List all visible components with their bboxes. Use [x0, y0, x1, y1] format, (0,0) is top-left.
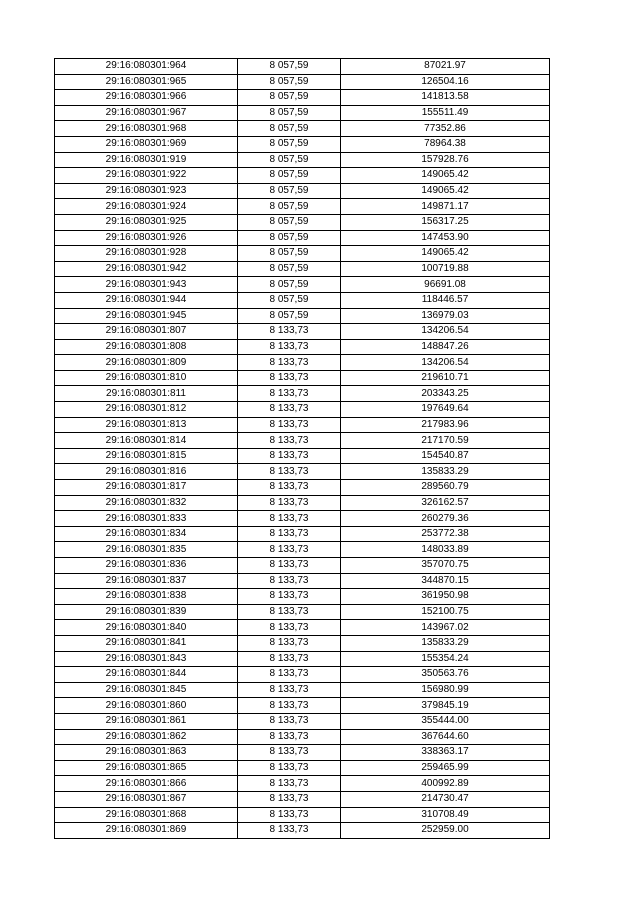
rate-cell: 8 133,73 — [238, 635, 341, 651]
rate-cell: 8 057,59 — [238, 261, 341, 277]
rate-cell: 8 133,73 — [238, 402, 341, 418]
cadastral-number-cell: 29:16:080301:845 — [55, 682, 238, 698]
cadastral-number-cell: 29:16:080301:861 — [55, 713, 238, 729]
rate-cell: 8 133,73 — [238, 511, 341, 527]
table-row — [55, 417, 550, 433]
rate-cell: 8 133,73 — [238, 760, 341, 776]
value-cell: 400992.89 — [341, 776, 550, 792]
rate-cell: 8 133,73 — [238, 713, 341, 729]
table-row — [55, 604, 550, 620]
rate-cell: 8 057,59 — [238, 246, 341, 262]
value-cell: 217983.96 — [341, 417, 550, 433]
table-row — [55, 90, 550, 106]
rate-cell: 8 057,59 — [238, 90, 341, 106]
cadastral-number-cell: 29:16:080301:841 — [55, 635, 238, 651]
cadastral-number-cell: 29:16:080301:812 — [55, 402, 238, 418]
value-cell: 252959.00 — [341, 823, 550, 839]
table-row — [55, 168, 550, 184]
rate-cell: 8 057,59 — [238, 59, 341, 75]
cadastral-number-cell: 29:16:080301:919 — [55, 152, 238, 168]
cadastral-number-cell: 29:16:080301:814 — [55, 433, 238, 449]
table-row — [55, 807, 550, 823]
table-row — [55, 620, 550, 636]
cadastral-number-cell: 29:16:080301:838 — [55, 589, 238, 605]
rate-cell: 8 057,59 — [238, 230, 341, 246]
cadastral-number-cell: 29:16:080301:833 — [55, 511, 238, 527]
rate-cell: 8 057,59 — [238, 168, 341, 184]
value-cell: 338363.17 — [341, 745, 550, 761]
table-body — [55, 59, 550, 839]
cadastral-number-cell: 29:16:080301:865 — [55, 760, 238, 776]
value-cell: 157928.76 — [341, 152, 550, 168]
rate-cell: 8 057,59 — [238, 277, 341, 293]
value-cell: 289560.79 — [341, 480, 550, 496]
cadastral-number-cell: 29:16:080301:863 — [55, 745, 238, 761]
table-row — [55, 277, 550, 293]
cadastral-number-cell: 29:16:080301:966 — [55, 90, 238, 106]
table-row — [55, 464, 550, 480]
table-row — [55, 152, 550, 168]
rate-cell: 8 133,73 — [238, 698, 341, 714]
cadastral-number-cell: 29:16:080301:840 — [55, 620, 238, 636]
cadastral-number-cell: 29:16:080301:811 — [55, 386, 238, 402]
rate-cell: 8 133,73 — [238, 417, 341, 433]
table-row — [55, 495, 550, 511]
value-cell: 217170.59 — [341, 433, 550, 449]
rate-cell: 8 057,59 — [238, 121, 341, 137]
table-row — [55, 199, 550, 215]
table-row — [55, 214, 550, 230]
cadastral-number-cell: 29:16:080301:924 — [55, 199, 238, 215]
value-cell: 355444.00 — [341, 713, 550, 729]
table-row — [55, 136, 550, 152]
rate-cell: 8 133,73 — [238, 355, 341, 371]
value-cell: 77352.86 — [341, 121, 550, 137]
rate-cell: 8 133,73 — [238, 464, 341, 480]
cadastral-number-cell: 29:16:080301:817 — [55, 480, 238, 496]
value-cell: 197649.64 — [341, 402, 550, 418]
cadastral-number-cell: 29:16:080301:809 — [55, 355, 238, 371]
cadastral-number-cell: 29:16:080301:836 — [55, 558, 238, 574]
rate-cell: 8 133,73 — [238, 589, 341, 605]
rate-cell: 8 133,73 — [238, 620, 341, 636]
table-row — [55, 339, 550, 355]
table-row — [55, 105, 550, 121]
cadastral-number-cell: 29:16:080301:808 — [55, 339, 238, 355]
table-row — [55, 511, 550, 527]
table-row — [55, 121, 550, 137]
value-cell: 87021.97 — [341, 59, 550, 75]
rate-cell: 8 133,73 — [238, 791, 341, 807]
table-row — [55, 745, 550, 761]
table-row — [55, 542, 550, 558]
table-row — [55, 776, 550, 792]
rate-cell: 8 133,73 — [238, 386, 341, 402]
table-row — [55, 292, 550, 308]
cadastral-number-cell: 29:16:080301:839 — [55, 604, 238, 620]
table-row — [55, 230, 550, 246]
cadastral-number-cell: 29:16:080301:928 — [55, 246, 238, 262]
table-row — [55, 573, 550, 589]
cadastral-number-cell: 29:16:080301:807 — [55, 324, 238, 340]
cadastral-number-cell: 29:16:080301:922 — [55, 168, 238, 184]
value-cell: 361950.98 — [341, 589, 550, 605]
table-row — [55, 433, 550, 449]
rate-cell: 8 057,59 — [238, 136, 341, 152]
value-cell: 149065.42 — [341, 246, 550, 262]
cadastral-number-cell: 29:16:080301:816 — [55, 464, 238, 480]
rate-cell: 8 133,73 — [238, 339, 341, 355]
value-cell: 136979.03 — [341, 308, 550, 324]
value-cell: 134206.54 — [341, 355, 550, 371]
value-cell: 367644.60 — [341, 729, 550, 745]
value-cell: 96691.08 — [341, 277, 550, 293]
rate-cell: 8 133,73 — [238, 526, 341, 542]
cadastral-number-cell: 29:16:080301:837 — [55, 573, 238, 589]
table-row — [55, 402, 550, 418]
rate-cell: 8 133,73 — [238, 370, 341, 386]
rate-cell: 8 133,73 — [238, 542, 341, 558]
rate-cell: 8 057,59 — [238, 199, 341, 215]
rate-cell: 8 133,73 — [238, 745, 341, 761]
rate-cell: 8 057,59 — [238, 105, 341, 121]
rate-cell: 8 057,59 — [238, 183, 341, 199]
table-row — [55, 791, 550, 807]
value-cell: 148033.89 — [341, 542, 550, 558]
cadastral-number-cell: 29:16:080301:926 — [55, 230, 238, 246]
cadastral-number-cell: 29:16:080301:968 — [55, 121, 238, 137]
value-cell: 135833.29 — [341, 464, 550, 480]
cadastral-number-cell: 29:16:080301:942 — [55, 261, 238, 277]
rate-cell: 8 133,73 — [238, 776, 341, 792]
cadastral-number-cell: 29:16:080301:925 — [55, 214, 238, 230]
cadastral-number-cell: 29:16:080301:834 — [55, 526, 238, 542]
rate-cell: 8 057,59 — [238, 214, 341, 230]
table-row — [55, 59, 550, 75]
value-cell: 134206.54 — [341, 324, 550, 340]
cadastral-number-cell: 29:16:080301:923 — [55, 183, 238, 199]
cadastral-number-cell: 29:16:080301:967 — [55, 105, 238, 121]
value-cell: 310708.49 — [341, 807, 550, 823]
value-cell: 259465.99 — [341, 760, 550, 776]
cadastral-number-cell: 29:16:080301:945 — [55, 308, 238, 324]
value-cell: 78964.38 — [341, 136, 550, 152]
value-cell: 100719.88 — [341, 261, 550, 277]
value-cell: 149065.42 — [341, 168, 550, 184]
table-row — [55, 261, 550, 277]
cadastral-number-cell: 29:16:080301:868 — [55, 807, 238, 823]
rate-cell: 8 133,73 — [238, 823, 341, 839]
cadastral-number-cell: 29:16:080301:943 — [55, 277, 238, 293]
table-row — [55, 698, 550, 714]
table-row — [55, 246, 550, 262]
cadastral-number-cell: 29:16:080301:844 — [55, 667, 238, 683]
table-row — [55, 74, 550, 90]
rate-cell: 8 133,73 — [238, 324, 341, 340]
value-cell: 149065.42 — [341, 183, 550, 199]
cadastral-number-cell: 29:16:080301:860 — [55, 698, 238, 714]
value-cell: 156317.25 — [341, 214, 550, 230]
cadastral-number-cell: 29:16:080301:869 — [55, 823, 238, 839]
rate-cell: 8 133,73 — [238, 667, 341, 683]
table-row — [55, 682, 550, 698]
table-row — [55, 667, 550, 683]
rate-cell: 8 133,73 — [238, 448, 341, 464]
value-cell: 126504.16 — [341, 74, 550, 90]
cadastral-number-cell: 29:16:080301:964 — [55, 59, 238, 75]
value-cell: 260279.36 — [341, 511, 550, 527]
table-row — [55, 589, 550, 605]
rate-cell: 8 133,73 — [238, 604, 341, 620]
rate-cell: 8 133,73 — [238, 573, 341, 589]
cadastral-number-cell: 29:16:080301:866 — [55, 776, 238, 792]
rate-cell: 8 057,59 — [238, 74, 341, 90]
value-cell: 118446.57 — [341, 292, 550, 308]
table-row — [55, 651, 550, 667]
table-row — [55, 308, 550, 324]
value-cell: 253772.38 — [341, 526, 550, 542]
value-cell: 379845.19 — [341, 698, 550, 714]
rate-cell: 8 133,73 — [238, 682, 341, 698]
rate-cell: 8 133,73 — [238, 495, 341, 511]
table-row — [55, 729, 550, 745]
table-row — [55, 183, 550, 199]
cadastral-number-cell: 29:16:080301:843 — [55, 651, 238, 667]
cadastral-number-cell: 29:16:080301:965 — [55, 74, 238, 90]
table-row — [55, 635, 550, 651]
cadastral-number-cell: 29:16:080301:815 — [55, 448, 238, 464]
cadastral-number-cell: 29:16:080301:813 — [55, 417, 238, 433]
value-cell: 219610.71 — [341, 370, 550, 386]
value-cell: 155511.49 — [341, 105, 550, 121]
table-row — [55, 355, 550, 371]
cadastral-number-cell: 29:16:080301:810 — [55, 370, 238, 386]
value-cell: 154540.87 — [341, 448, 550, 464]
value-cell: 141813.58 — [341, 90, 550, 106]
value-cell: 148847.26 — [341, 339, 550, 355]
value-cell: 357070.75 — [341, 558, 550, 574]
table-row — [55, 480, 550, 496]
value-cell: 149871.17 — [341, 199, 550, 215]
value-cell: 350563.76 — [341, 667, 550, 683]
value-cell: 156980.99 — [341, 682, 550, 698]
value-cell: 344870.15 — [341, 573, 550, 589]
table-row — [55, 448, 550, 464]
rate-cell: 8 133,73 — [238, 807, 341, 823]
rate-cell: 8 057,59 — [238, 292, 341, 308]
rate-cell: 8 133,73 — [238, 651, 341, 667]
document-sheet — [54, 58, 550, 839]
value-cell: 155354.24 — [341, 651, 550, 667]
rate-cell: 8 057,59 — [238, 308, 341, 324]
cadastral-number-cell: 29:16:080301:969 — [55, 136, 238, 152]
table-row — [55, 713, 550, 729]
table-row — [55, 558, 550, 574]
rate-cell: 8 133,73 — [238, 558, 341, 574]
rate-cell: 8 133,73 — [238, 480, 341, 496]
table-row — [55, 386, 550, 402]
value-cell: 152100.75 — [341, 604, 550, 620]
value-cell: 135833.29 — [341, 635, 550, 651]
table-row — [55, 526, 550, 542]
cadastral-number-cell: 29:16:080301:832 — [55, 495, 238, 511]
value-cell: 203343.25 — [341, 386, 550, 402]
value-cell: 147453.90 — [341, 230, 550, 246]
rate-cell: 8 133,73 — [238, 433, 341, 449]
rate-cell: 8 133,73 — [238, 729, 341, 745]
cadastral-number-cell: 29:16:080301:867 — [55, 791, 238, 807]
value-cell: 326162.57 — [341, 495, 550, 511]
value-cell: 214730.47 — [341, 791, 550, 807]
value-cell: 143967.02 — [341, 620, 550, 636]
table-row — [55, 823, 550, 839]
rate-cell: 8 057,59 — [238, 152, 341, 168]
cadastral-value-table — [54, 58, 550, 839]
cadastral-number-cell: 29:16:080301:835 — [55, 542, 238, 558]
table-row — [55, 760, 550, 776]
table-row — [55, 324, 550, 340]
cadastral-number-cell: 29:16:080301:944 — [55, 292, 238, 308]
table-row — [55, 370, 550, 386]
cadastral-number-cell: 29:16:080301:862 — [55, 729, 238, 745]
